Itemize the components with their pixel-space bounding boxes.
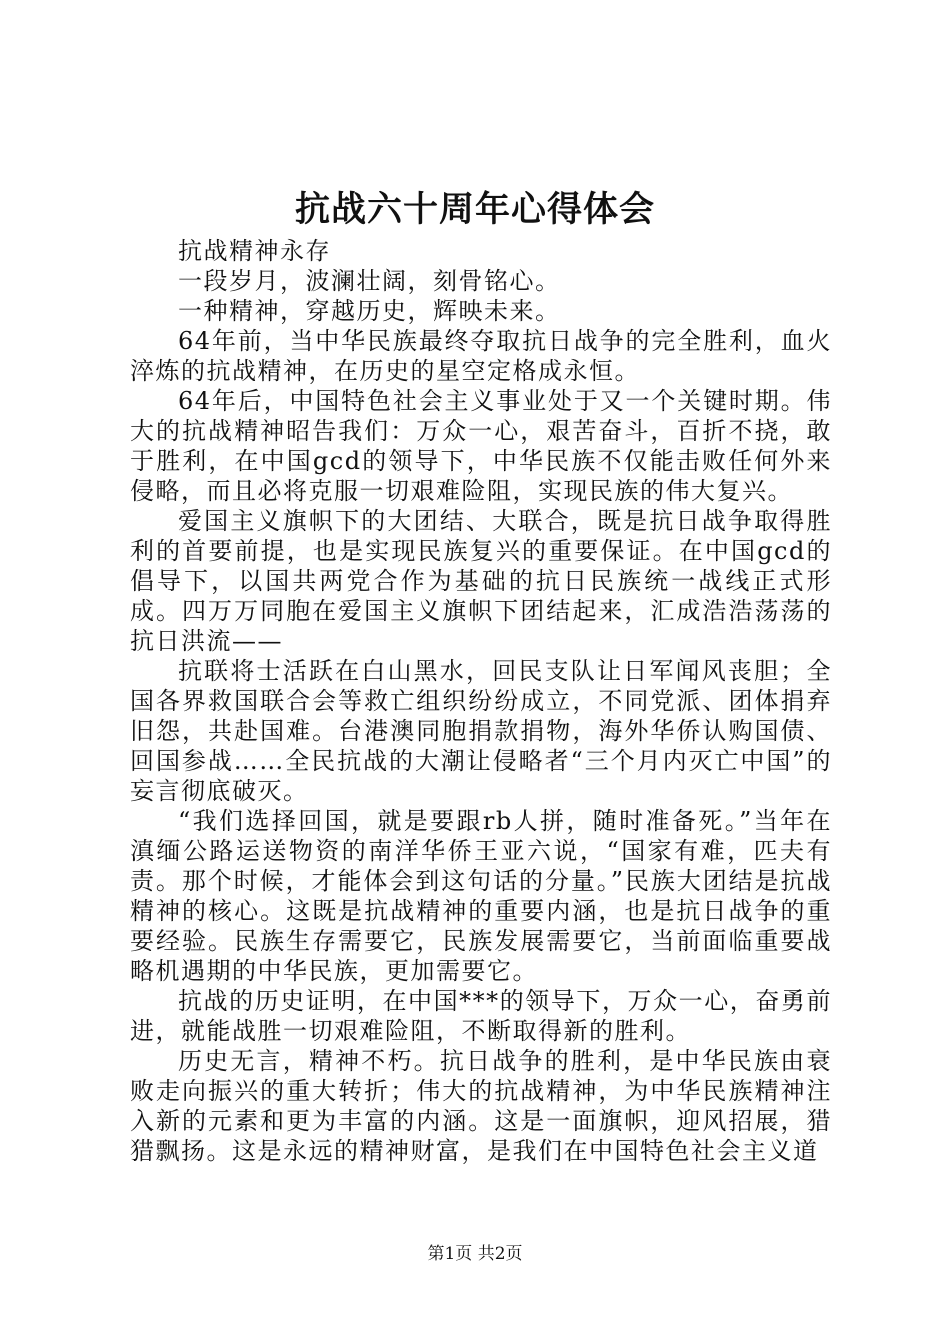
paragraph: 抗战的历史证明，在中国***的领导下，万众一心，奋勇前进，就能战胜一切艰难险阻，不断取得新的胜利。 <box>130 987 832 1045</box>
document-title: 抗战六十周年心得体会 <box>294 189 655 230</box>
page-number-footer: 第1页 共2页 <box>427 1244 523 1264</box>
paragraph: 历史无言，精神不朽。抗日战争的胜利，是中华民族由衰败走向振兴的重大转折；伟大的抗战精神，为中华民族精神注入新的元素和更为丰富的内涵。这是一面旗帜，迎风招展，猎猎飘扬。这是永远的精神财富，是我们在中国特色社会主义道 <box>130 1047 832 1165</box>
paragraph: 64年后，中国特色社会主义事业处于又一个关键时期。伟大的抗战精神昭告我们：万众一心，艰苦奋斗，百折不挠，敢于胜利，在中国gcd的领导下，中华民族不仅能击败任何外来侵略，而且必将克服一切艰难险阻，实现民族的伟大复兴。 <box>130 387 832 505</box>
paragraph: 抗战精神永存 <box>178 237 331 265</box>
paragraph: 64年前，当中华民族最终夺取抗日战争的完全胜利，血火淬炼的抗战精神，在历史的星空定格成永恒。 <box>130 327 832 385</box>
document-body <box>130 236 832 1166</box>
paragraph: 抗联将士活跃在白山黑水，回民支队让日军闻风丧胆；全国各界救国联合会等救亡组织纷纷成立，不同党派、团体捐弃旧怨，共赴国难。台港澳同胞捐款捐物，海外华侨认购国债、回国参战……全民抗战的大潮让侵略者“三个月内灭亡中国”的妄言彻底破灭。 <box>130 657 832 805</box>
paragraph: “我们选择回国，就是要跟rb人拼，随时准备死。”当年在滇缅公路运送物资的南洋华侨王亚六说，“国家有难，匹夫有责。那个时候，才能体会到这句话的分量。”民族大团结是抗战精神的核心。这既是抗战精神的重要内涵，也是抗日战争的重要经验。民族生存需要它，民族发展需要它，当前面临重要战略机遇期的中华民族，更加需要它。 <box>130 807 832 985</box>
paragraph: 一种精神，穿越历史，辉映未来。 <box>178 297 561 325</box>
paragraph: 爱国主义旗帜下的大团结、大联合，既是抗日战争取得胜利的首要前提，也是实现民族复兴的重要保证。在中国gcd的倡导下，以国共两党合作为基础的抗日民族统一战线正式形成。四万万同胞在爱国主义旗帜下团结起来，汇成浩浩荡荡的抗日洪流—— <box>130 507 832 655</box>
paragraph: 一段岁月，波澜壮阔，刻骨铭心。 <box>178 267 561 295</box>
